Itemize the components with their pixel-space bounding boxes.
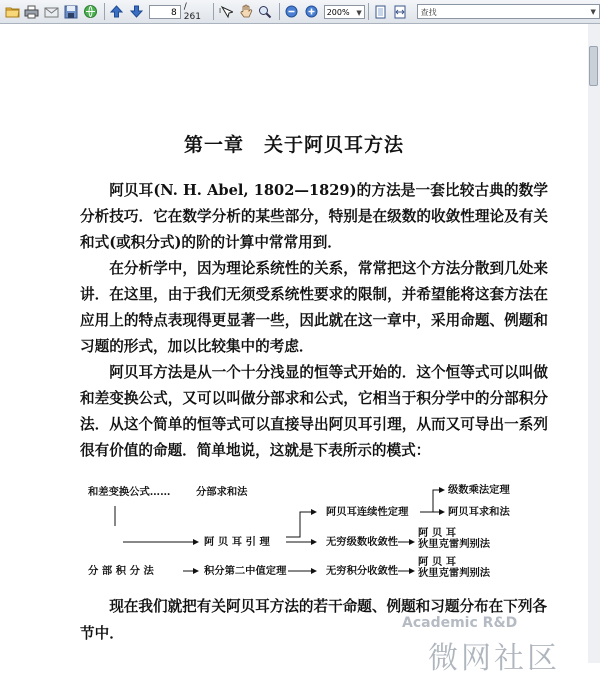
vertical-scrollbar[interactable] xyxy=(587,24,600,663)
watermark-chinese: 微网社区 xyxy=(428,641,560,676)
diagram-node-abel-continuity: 阿贝耳连续性定理 xyxy=(326,506,409,518)
arrow-down-icon[interactable] xyxy=(127,2,146,21)
abel-method-diagram xyxy=(88,480,558,604)
svg-text:I: I xyxy=(219,6,222,15)
body-text xyxy=(80,178,548,464)
diagram-node-infinite-integral: 无穷积分收敛性 xyxy=(326,565,399,577)
watermark-english: Academic R&D xyxy=(402,615,518,631)
paragraph-2: 在分析学中，因为理论系统性的关系，常常把这个方法分散到几处来讲．在这里，由于我们无须受系统性要求的限制，并希望能将这套方法在应用上的特点表现得更显著一些，因此就在这一章中，采用命题、例题和习题的形式，加以比较集中的考虑． xyxy=(80,260,548,355)
toolbar-separator xyxy=(104,3,105,20)
diagram-node-abel-sum-method: 阿贝耳求和法 xyxy=(448,506,510,518)
dirichlet-label-2: 狄里克雷 xyxy=(418,567,460,579)
print-icon[interactable] xyxy=(23,2,42,21)
diagram-node-integration-by-parts: 分 部 积 分 法 xyxy=(88,565,154,577)
toolbar-separator xyxy=(368,3,369,20)
diagram-node-criterion-1 xyxy=(418,528,490,550)
closing-paragraph: 现在我们就把有关阿贝耳方法的若干命题、例题和习题分布在下列各节中． xyxy=(80,598,548,642)
diagram-node-sum-diff xyxy=(88,486,170,498)
paragraph-3: 阿贝耳方法是从一个十分浅显的恒等式开始的．这个恒等式可以叫做和差变换公式，又可以叫做分部求和公式，它相当于积分学中的分部积分法．从这个简单的恒等式可以直接导出阿贝耳引理，从而又可导出一系列很有价值的命题．简单地说，这就是下表所示的模式： xyxy=(80,364,548,459)
diagram-node-partial-summation: 分部求和法 xyxy=(196,486,248,498)
chevron-down-icon: ▼ xyxy=(356,8,362,17)
sum-diff-formula-label: 和差变换公式 xyxy=(88,486,150,498)
open-folder-icon[interactable] xyxy=(3,2,22,21)
search-input[interactable] xyxy=(417,4,600,19)
watermark xyxy=(402,615,592,681)
fit-width-icon[interactable] xyxy=(391,2,410,21)
criterion-label-2: 判别法 xyxy=(459,567,491,579)
chevron-down-icon: ▼ xyxy=(590,8,596,16)
diagram-node-abel-lemma: 阿 贝 耳 引 理 xyxy=(204,536,270,548)
zoom-level-value: 200% xyxy=(326,7,350,17)
dots-connector: …… xyxy=(149,486,171,498)
page-number-input[interactable]: 8 xyxy=(149,5,180,19)
text-select-icon[interactable] xyxy=(217,2,236,21)
email-icon[interactable] xyxy=(42,2,61,21)
diagram-node-second-mean-value: 积分第二中值定理 xyxy=(204,565,287,577)
network-icon[interactable] xyxy=(81,2,100,21)
dirichlet-label: 狄里克雷 xyxy=(418,538,460,550)
arrow-up-icon[interactable] xyxy=(107,2,126,21)
document-page xyxy=(0,24,588,676)
toolbar-separator xyxy=(279,3,280,20)
chapter-title: 第一章 关于阿贝耳方法 xyxy=(183,134,404,156)
abel-label: 阿 贝 耳 xyxy=(418,527,457,539)
paragraph-1: 阿贝耳(N. H. Abel, 1802—1829)的方法是一套比较古典的数学分析技巧．它在数学分析的某些部分，特别是在级数的收敛性理论及有关和式(或积分式)的阶的计算中常常用到． xyxy=(80,182,548,251)
search-placeholder: 查找 xyxy=(420,8,437,17)
hand-tool-icon[interactable] xyxy=(237,2,256,21)
save-icon[interactable] xyxy=(62,2,81,21)
scrollbar-thumb[interactable] xyxy=(589,46,598,86)
zoom-tool-icon[interactable] xyxy=(256,2,275,21)
abel-label-2: 阿 贝 耳 xyxy=(418,556,457,568)
zoom-level-select[interactable] xyxy=(324,5,365,19)
diagram-node-criterion-2 xyxy=(418,557,490,579)
diagram-node-infinite-series: 无穷级数收敛性 xyxy=(326,536,399,548)
page-total: / 261 xyxy=(183,1,201,22)
criterion-label: 判别法 xyxy=(459,538,491,550)
toolbar-separator xyxy=(213,3,214,20)
zoom-in-icon[interactable] xyxy=(302,2,321,21)
single-page-icon[interactable] xyxy=(372,2,391,21)
zoom-out-icon[interactable] xyxy=(283,2,302,21)
diagram-node-series-mult: 级数乘法定理 xyxy=(448,484,510,496)
toolbar xyxy=(0,0,600,24)
